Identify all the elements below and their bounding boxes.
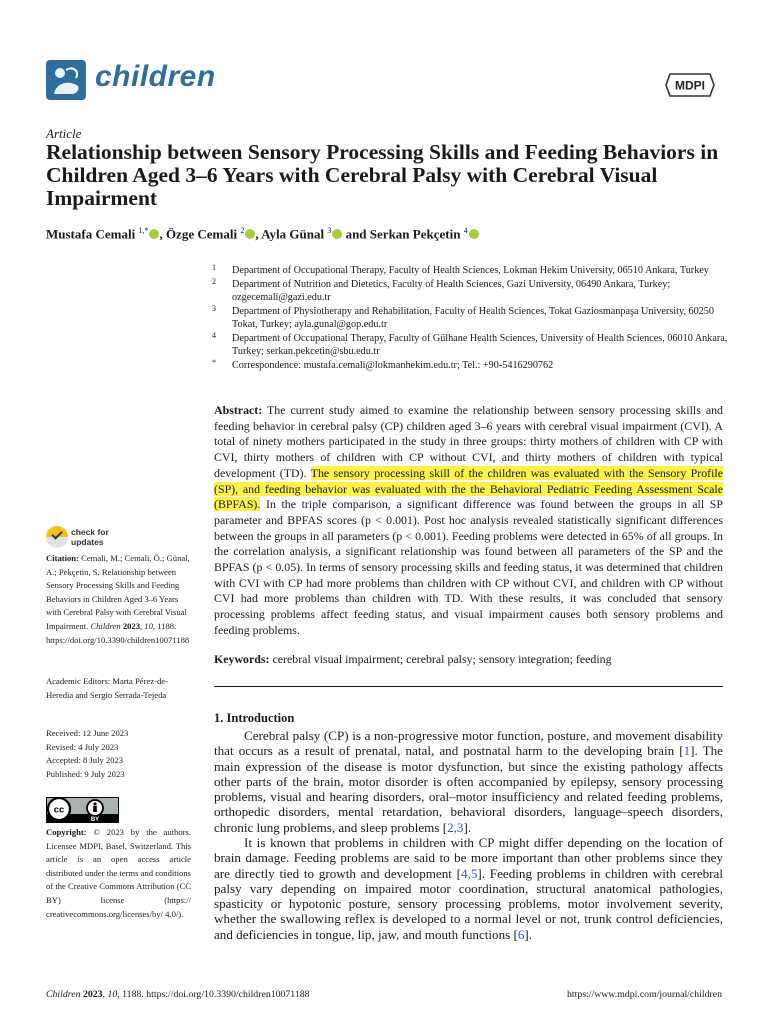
check-updates-label [71, 527, 109, 547]
keywords [214, 652, 723, 667]
copyright-notice [46, 826, 191, 921]
correspondence-item [212, 359, 732, 372]
publisher-name: MDPI [675, 78, 705, 93]
reference-link[interactable]: 2,3 [447, 819, 464, 835]
affiliation-mark: * [212, 358, 216, 367]
correspondence-text: Correspondence: mustafa.cemali@lokmanhekim.edu.tr; Tel.: +90-5416290762 [232, 360, 554, 371]
keywords-text: cerebral visual impairment; cerebral palsy; sensory integration; feeding [272, 652, 612, 666]
check-updates-icon [46, 526, 68, 548]
abstract-label: Abstract: [214, 403, 263, 417]
footer-journal: Children [46, 989, 81, 1000]
citation-journal: Children [90, 620, 121, 631]
affiliations [212, 264, 732, 373]
section-heading: 1. Introduction [214, 711, 295, 725]
footer-citation: Children 2023, 10, 1188. https://doi.org/10.3390/children10071188 [46, 989, 310, 1000]
author-affiliation-mark: 3 [327, 226, 332, 235]
author-affiliation-mark: 1,* [138, 226, 149, 235]
paragraph-text: ]. [524, 926, 533, 942]
paragraph-text: ]. Feeding problems in children with cerebral palsy vary depending on impaired motor coordination, structural anatomical pathologies, spasticity or hypotonic posture, sensory processing problems, motor involvement severity, whether the swallowing reflex is developed to a normal level or not, trunk control deficiencies, and deficiencies in tongue, lip, jaw, and mouth functions [ [214, 865, 723, 942]
check-updates-line: updates [71, 537, 104, 547]
affiliation-text: Department of Physiotherapy and Rehabilitation, Faculty of Health Sciences, Tokat Gaziosmanpaşa University, 60250 Tokat, Turkey; ayla.gunal@gop.edu.tr [232, 306, 714, 330]
affiliation-text: Department of Occupational Therapy, Faculty of Health Sciences, Lokman Hekim University, 06510 Ankara, Turkey [232, 265, 709, 276]
copyright-label: Copyright: [46, 827, 87, 837]
authors-conjunction: and [345, 226, 367, 242]
date-received: Received: 12 June 2023 [46, 728, 129, 738]
article-type: Article [46, 126, 82, 141]
journal-logo-icon [46, 60, 86, 100]
reference-link[interactable]: 6 [517, 926, 525, 942]
article-title: Relationship between Sensory Processing Skills and Feeding Behaviors in Children Aged 3–6 Years with Cerebral Palsy with Cerebral Visual Impairment [46, 140, 719, 210]
publication-dates [46, 727, 191, 781]
affiliation-mark: 4 [212, 331, 216, 340]
footer-volume: 10 [107, 989, 118, 1000]
citation-doi[interactable]: , 1188. https://doi.org/10.3390/children10071188 [46, 620, 190, 645]
affiliation-text: Department of Occupational Therapy, Faculty of Gülhane Health Sciences, University of Health Sciences, 06010 Ankara, Turkey; serkan.pekcetin@sbu.edu.tr [232, 333, 728, 357]
cc-by-label: BY [90, 817, 100, 823]
affiliation-mark: 2 [212, 277, 216, 286]
body-paragraph [214, 728, 723, 835]
section-divider [214, 686, 723, 687]
citation-label: Citation: [46, 553, 79, 563]
citation-text: Cemali, M.; Cemali, Ö.; Günal, A.; Pekçetin, S. Relationship between Sensory Processing Skills and Feeding Behaviors in Children Aged 3–6 Years with Cerebral Palsy with Cerebral Visual Impairment. [46, 553, 190, 631]
citation-year: 2023 [122, 620, 140, 631]
author-name: Serkan Pekçetin [369, 226, 461, 242]
paragraph-text: ]. [463, 819, 472, 835]
orcid-icon[interactable] [332, 229, 342, 239]
author-list: Mustafa Cemali $^{1,*}$ , Özge Cemali $^2$ , Ayla Günal $^3$ and Serkan Pekçetin $^4$ [46, 226, 479, 242]
reference-link[interactable]: 4,5 [461, 865, 478, 881]
affiliation-mark: 3 [212, 304, 216, 313]
date-revised: Revised: 4 July 2023 [46, 741, 119, 752]
reference-link[interactable]: 1 [683, 743, 691, 759]
academic-editors: Academic Editors: Marta Pérez-de-Heredia and Sergio Serrada-Tejeda [46, 676, 168, 700]
orcid-icon[interactable] [469, 229, 479, 239]
affiliation-item [212, 264, 732, 277]
author-affiliation-mark: 4 [463, 226, 468, 235]
author-name: Mustafa Cemali [46, 226, 136, 242]
body-paragraph [214, 835, 723, 942]
orcid-icon[interactable] [245, 229, 255, 239]
copyright-text: © 2023 by the authors. Licensee MDPI, Basel, Switzerland. This article is an open access article distributed under the terms and conditions of the Creative Commons Attribution (CC BY) license (https:// creativecommons.org/licenses/by/ 4.0/). [46, 827, 191, 919]
date-accepted: Accepted: 8 July 2023 [46, 755, 124, 766]
footer-year: 2023 [82, 989, 103, 1000]
abstract-text: In the triple comparison, a significant difference was found between the groups in all SP parameter and BPFAS scores (p < 0.001). Post hoc analysis revealed statistically significant differences between the groups in all parameters (p < 0.001). Feeding problems were detected in 65% of all groups. In the correlation analysis, a significant relationship was found between all parameters of the SP and the BPFAS (p < 0.05). In terms of sensory processing skills and feeding status, it was determined that children with CVI with CP had more problems than children with CP without CVI, and children with CP without CVI had more problems than children with TD. With these results, it was concluded that sensory processing problems affect feeding status, and visual impairment causes both sensory problems and feeding problems. [214, 497, 723, 637]
check-updates-line: check for [71, 527, 109, 537]
footer-doi-link[interactable]: , 1188. https://doi.org/10.3390/children10071188 [117, 989, 310, 1000]
abstract-highlighted-text[interactable]: The sensory processing skill of the children was evaluated with the Sensory Profile (SP), and feeding behavior was evaluated with the the Behavioral Pediatric Feeding Assessment Scale (BPFAS). [214, 465, 724, 512]
author-affiliation-mark: 2 [240, 226, 245, 235]
citation-block: Citation: Cemali, M.; Cemali, Ö.; Günal, A.; Pekçetin, S. Relationship between Sensory Processing Skills and Feeding Behaviors in Children Aged 3–6 Years with Cerebral Palsy with Cerebral Visual Impairment. Children 2023, 10, 1188. https://doi.org/10.3390/children10071188 [46, 553, 190, 645]
cc-by-license-icon[interactable] [46, 797, 119, 823]
paragraph-text: Cerebral palsy (CP) is a non-progressive motor function, posture, and movement disability that occurs as a result of prenatal, natal, and postnatal harm to the developing brain [ [214, 728, 723, 759]
orcid-icon[interactable] [149, 229, 159, 239]
check-for-updates-badge[interactable] [46, 526, 156, 550]
date-published: Published: 9 July 2023 [46, 768, 125, 779]
abstract-text: The current study aimed to examine the relationship between sensory processing skills and feeding behavior in cerebral palsy (CP) children aged 3–6 years with cerebral visual impairment (CVI). A total of ninety mothers participated in the study in three groups: thirty mothers of children with CP with CVI, thirty mothers of children with CP without CVI, and thirty mothers of children with typical development (TD). [214, 403, 723, 480]
affiliation-text: Department of Nutrition and Dietetics, Faculty of Health Sciences, Gazi University, 06490 Ankara, Turkey; ozgecemali@gazi.edu.tr [232, 279, 671, 303]
affiliation-item [212, 332, 732, 358]
keywords-label: Keywords: [214, 652, 270, 666]
journal-name: children [95, 60, 216, 93]
footer-journal-url[interactable]: https://www.mdpi.com/journal/children [566, 989, 722, 1000]
affiliation-mark: 1 [212, 263, 216, 272]
mdpi-logo-icon [664, 72, 716, 98]
paragraph-text: ]. The main expression of the disease is motor dysfunction, but since the existing pathology affects other parts of the brain, motor disorder is often accompanied by epilepsy, sensory processing problems, visual and hearing disorders, oral–motor insufficiency and related feeding problems, orthopedic disorders, mental retardation, behavioral disorders, language–speech disorders, chronic lung problems, and sleep problems [ [214, 743, 723, 835]
author-name: Ayla Günal [261, 226, 325, 242]
svg-text:cc: cc [53, 804, 65, 816]
author-name: Özge Cemali [165, 226, 238, 242]
citation-volume: 10 [144, 620, 153, 631]
abstract [214, 403, 723, 639]
paragraph-text: It is known that problems in children with CP might differ depending on the location of brain damage. Feeding problems are said to be more important than other problems since they are directly tied to growth and development [ [214, 835, 723, 881]
affiliation-item [212, 278, 732, 304]
affiliation-item [212, 305, 732, 331]
